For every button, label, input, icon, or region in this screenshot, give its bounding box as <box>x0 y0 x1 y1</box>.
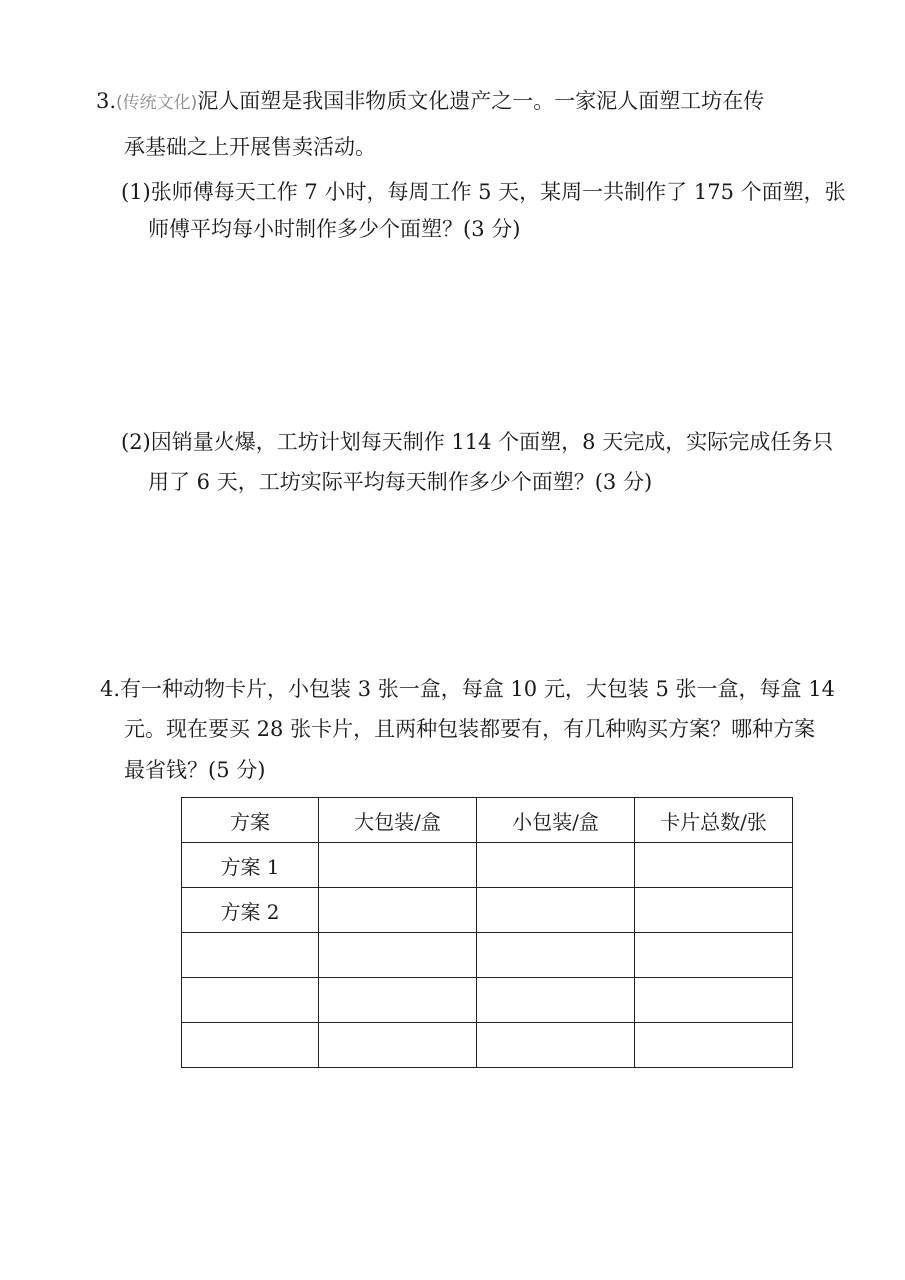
table-cell[interactable] <box>635 933 793 978</box>
q3-sub1-line2: 师傅平均每小时制作多少个面塑？(3 分) <box>148 217 521 241</box>
table-row <box>182 888 793 933</box>
table-header-cell: 卡片总数/张 <box>635 798 793 843</box>
q3-sub2-line2: 用了 6 天，工坊实际平均每天制作多少个面塑？(3 分) <box>148 470 653 494</box>
table-row <box>182 978 793 1023</box>
q3-sub2-line1: (2)因销量火爆，工坊计划每天制作 114 个面塑，8 天完成，实际完成任务只 <box>121 430 834 454</box>
q4-stem-line3: 最省钱？(5 分) <box>124 758 266 782</box>
table-cell[interactable] <box>319 1023 477 1068</box>
table-header-cell: 大包装/盒 <box>319 798 477 843</box>
table-cell[interactable] <box>477 843 635 888</box>
table-cell[interactable] <box>635 1023 793 1068</box>
table-cell[interactable] <box>477 1023 635 1068</box>
plan-table <box>181 797 793 1068</box>
table-cell[interactable] <box>477 933 635 978</box>
table-cell[interactable] <box>477 978 635 1023</box>
q3-category-tag: (传统文化) <box>116 93 198 113</box>
table-row <box>182 843 793 888</box>
table-header-cell: 小包装/盒 <box>477 798 635 843</box>
q4-stem-line1: 4.有一种动物卡片，小包装 3 张一盒，每盒 10 元，大包装 5 张一盒，每盒 14 <box>100 677 835 701</box>
q3-number: 3. <box>96 89 117 113</box>
table-cell[interactable] <box>182 1023 319 1068</box>
q3-sub1-line1: (1)张师傅每天工作 7 小时，每周工作 5 天，某周一共制作了 175 个面塑，张 <box>121 180 846 204</box>
table-cell[interactable] <box>635 978 793 1023</box>
q4-stem-line2: 元。现在要买 28 张卡片，且两种包装都要有，有几种购买方案？哪种方案 <box>124 717 816 741</box>
table-cell: 方案 2 <box>182 888 319 933</box>
q3-stem-line2: 承基础之上开展售卖活动。 <box>124 135 376 159</box>
table-header-cell: 方案 <box>182 798 319 843</box>
q3-stem-text: 泥人面塑是我国非物质文化遗产之一。一家泥人面塑工坊在传 <box>197 89 765 113</box>
table-cell[interactable] <box>182 978 319 1023</box>
q3-stem-line1 <box>96 87 764 117</box>
table-cell[interactable] <box>319 933 477 978</box>
table-cell[interactable] <box>635 843 793 888</box>
table-cell: 方案 1 <box>182 843 319 888</box>
table-row <box>182 1023 793 1068</box>
table-header-row <box>182 798 793 843</box>
table-cell[interactable] <box>319 978 477 1023</box>
table-cell[interactable] <box>477 888 635 933</box>
table-cell[interactable] <box>182 933 319 978</box>
table-cell[interactable] <box>319 888 477 933</box>
table-row <box>182 933 793 978</box>
table-cell[interactable] <box>319 843 477 888</box>
table-cell[interactable] <box>635 888 793 933</box>
